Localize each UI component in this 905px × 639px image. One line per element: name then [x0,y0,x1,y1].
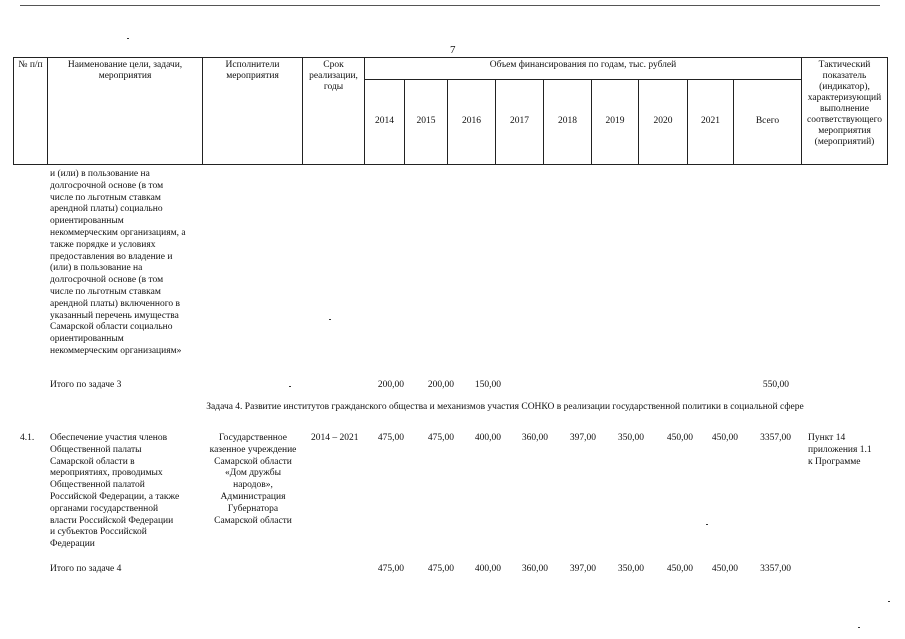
text-line: долгосрочной основе (в том [50,180,164,191]
header-indicator: Тактический показатель (индикатор), характеризующий выполнение соответствующего мероприятия (мероприятий) [802,58,888,165]
text-line: Самарской области в [50,456,135,467]
header-year-2015: 2015 [405,79,448,164]
text-line: арендной платы) социально [50,204,163,215]
text-line: указанный перечень имущества [50,310,179,321]
header-year-2014: 2014 [365,79,405,164]
text-line: Пункт 14 [808,433,846,443]
text-line: ориентированным [50,216,124,227]
row41-2016: 400,00 [474,433,501,443]
row41-term: 2014 – 2021 [311,433,359,443]
scan-speck [888,601,890,602]
total-task4-2020: 450,00 [666,564,693,574]
header-year-2017: 2017 [496,79,544,164]
header-year-2019: 2019 [592,79,639,164]
text-line: ориентированным [50,334,124,345]
total-task3-total: 550,00 [762,380,789,390]
header-executors: Исполнители мероприятия [203,58,303,165]
text-line: числе по льготным ставкам [50,192,161,203]
text-line: и субъектов Российской [50,527,147,538]
total-task4-2018: 397,00 [569,564,596,574]
text-line: также порядке и условиях [50,239,156,250]
text-line: приложения 1.1 [808,444,872,455]
text-line: числе по льготным ставкам [50,286,161,297]
total-task4-2021: 450,00 [711,564,738,574]
row41-number: 4.1. [20,433,35,443]
scan-speck [329,319,331,320]
continuation-text [50,169,186,358]
total-task4-2019: 350,00 [617,564,644,574]
scan-speck [127,38,129,39]
text-line: органами государственной [50,503,159,514]
text-line: Обеспечение участия членов [50,433,168,443]
text-line: Губернатора [227,503,279,514]
total-task4-total: 3357,00 [760,564,791,574]
text-line: Администрация [220,491,286,502]
table-header [13,57,888,165]
row41-2014: 475,00 [377,433,404,443]
text-line: Общественной палаты [50,444,142,455]
header-year-2016: 2016 [448,79,496,164]
total-task4-2017: 360,00 [521,564,548,574]
scan-speck [706,524,708,525]
text-line: и (или) в пользование на [50,169,150,179]
row41-2021: 450,00 [711,433,738,443]
text-line: Государственное [219,433,287,443]
total-task3-2014: 200,00 [377,380,404,390]
text-line: мероприятиях, проводимых [50,468,163,479]
header-year-2018: 2018 [544,79,592,164]
text-line: предоставления во владение и [50,251,173,262]
scan-edge-line [20,5,880,6]
text-line: некоммерческим организациям» [50,345,182,356]
task4-heading: Задача 4. Развитие институтов гражданского общества и механизмов участия СОНКО в реализации государственной политики в социальной сфере [206,402,804,412]
total-task3-label: Итого по задаче 3 [50,380,122,390]
text-line: Самарской области [214,515,292,526]
header-year-total: Всего [734,79,802,164]
text-line: власти Российской Федерации [50,515,174,526]
header-year-2021: 2021 [688,79,734,164]
text-line: Самарской области [214,456,292,467]
header-funding: Объем финансирования по годам, тыс. рублей [365,58,802,80]
row41-2015: 475,00 [427,433,454,443]
row41-total: 3357,00 [760,433,791,443]
total-task4-2016: 400,00 [474,564,501,574]
text-line: Федерации [50,539,95,550]
text-line: народов», [233,480,273,491]
total-task3-2015: 200,00 [427,380,454,390]
row41-executors [200,433,306,527]
header-term: Срок реализации, годы [303,58,365,165]
text-line: Российской Федерации, а также [50,491,180,502]
row41-name [50,433,179,551]
scan-speck [289,386,291,387]
text-line: (или) в пользование на [50,263,143,274]
scan-speck [858,627,860,628]
header-number: № п/п [14,58,48,165]
text-line: казенное учреждение [209,444,297,455]
header-year-2020: 2020 [639,79,688,164]
row41-2017: 360,00 [521,433,548,443]
total-task3-2016: 150,00 [474,380,501,390]
header-name: Наименование цели, задачи, мероприятия [48,58,203,165]
text-line: «Дом дружбы [225,468,281,479]
text-line: к Программе [808,456,861,467]
text-line: арендной платы) включенного в [50,298,181,309]
text-line: Общественной палатой [50,480,145,491]
total-task4-2014: 475,00 [377,564,404,574]
row41-2018: 397,00 [569,433,596,443]
row41-indicator [808,433,872,468]
total-task4-2015: 475,00 [427,564,454,574]
row41-2019: 350,00 [617,433,644,443]
total-task4-label: Итого по задаче 4 [50,564,122,574]
text-line: Самарской области социально [50,322,173,333]
page-number: 7 [450,44,456,56]
text-line: долгосрочной основе (в том [50,275,164,286]
row41-2020: 450,00 [666,433,693,443]
text-line: некоммерческим организациям, а [50,227,186,238]
